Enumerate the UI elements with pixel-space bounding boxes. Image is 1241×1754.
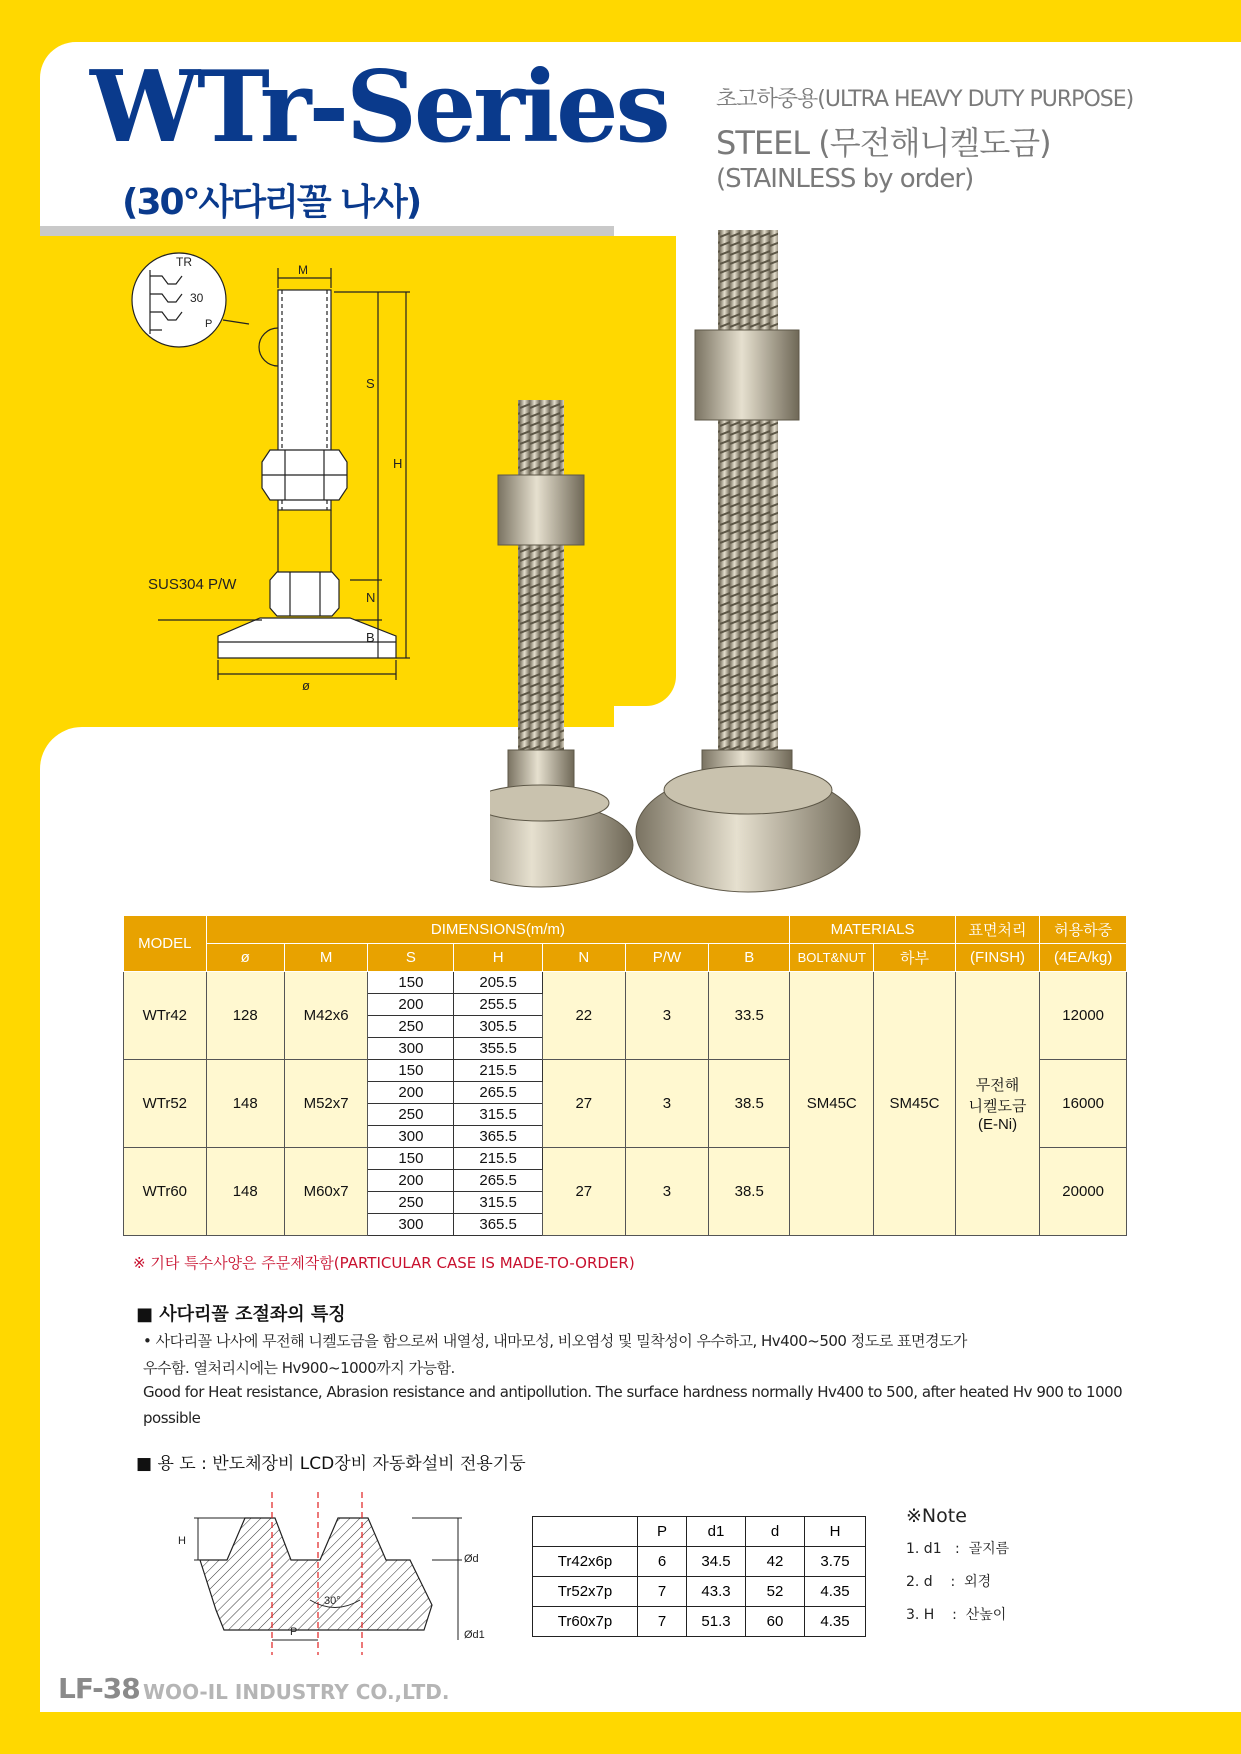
large-nut	[695, 330, 799, 420]
thread-col-p: P	[638, 1517, 687, 1547]
small-nut	[498, 475, 584, 545]
cell-b: 38.5	[709, 1060, 790, 1148]
cell-b: 33.5	[709, 972, 790, 1060]
cell-s: 200	[368, 1082, 454, 1104]
cell-b: 38.5	[709, 1148, 790, 1236]
col-materials: MATERIALS	[790, 916, 955, 944]
cell-s: 200	[368, 994, 454, 1016]
finish-line1: 무전해	[975, 1077, 1020, 1094]
thread-cell: Tr60x7p	[533, 1607, 638, 1637]
col-load: 허용하중	[1040, 916, 1127, 944]
cell-s: 250	[368, 1016, 454, 1038]
note-title: ※Note	[906, 1505, 967, 1527]
label-s: S	[366, 376, 375, 391]
thread-cell: 4.35	[805, 1607, 866, 1637]
usage-line: ■ 용 도 : 반도체장비 LCD장비 자동화설비 전용기둥	[136, 1454, 526, 1474]
cell-pw: 3	[625, 1060, 708, 1148]
cell-s: 300	[368, 1126, 454, 1148]
cell-load: 12000	[1040, 972, 1127, 1060]
features-heading: ■ 사다리꼴 조절좌의 특징	[136, 1304, 346, 1325]
label-pitch: P	[205, 318, 213, 330]
thread-col-h: H	[805, 1517, 866, 1547]
cell-pw: 3	[625, 1148, 708, 1236]
cell-dia: 148	[206, 1060, 284, 1148]
thread-cell: 3.75	[805, 1547, 866, 1577]
thread-cell: 52	[746, 1577, 805, 1607]
finish-line2: 니켈도금	[968, 1098, 1027, 1115]
col-finish-en: (FINSH)	[955, 944, 1040, 972]
thread-profile-diagram	[170, 1490, 490, 1670]
thread-cell: Tr42x6p	[533, 1547, 638, 1577]
col-model: MODEL	[124, 916, 207, 972]
cell-h: 365.5	[454, 1126, 542, 1148]
features-line3: Good for Heat resistance, Abrasion resistance and antipollution. The surface hardness normally Hv400 to 500, after heated Hv 900 to 1000	[143, 1383, 1123, 1401]
cell-h: 215.5	[454, 1148, 542, 1170]
cell-load: 20000	[1040, 1148, 1127, 1236]
col-b: B	[709, 944, 790, 972]
features-line4: possible	[143, 1409, 201, 1427]
dimensions-table	[123, 915, 1127, 1236]
cell-n: 22	[542, 972, 625, 1060]
thread-cell: 43.3	[687, 1577, 746, 1607]
cell-h: 205.5	[454, 972, 542, 994]
label-m: M	[298, 263, 308, 277]
thread-cell: 51.3	[687, 1607, 746, 1637]
cell-finish	[955, 972, 1040, 1236]
profile-label-p: P	[290, 1626, 298, 1638]
thread-col-spec	[533, 1517, 638, 1547]
cell-n: 27	[542, 1060, 625, 1148]
order-note: ※ 기타 특수사양은 주문제작함(PARTICULAR CASE IS MADE-TO-ORDER)	[133, 1254, 635, 1272]
cell-h: 315.5	[454, 1104, 542, 1126]
col-load-unit: (4EA/kg)	[1040, 944, 1127, 972]
thread-cell: 7	[638, 1607, 687, 1637]
company-name: WOO-IL INDUSTRY CO.,LTD.	[143, 1680, 450, 1704]
note-d: 2. d : 외경	[906, 1574, 992, 1590]
product-photo	[490, 220, 970, 910]
cell-s: 250	[368, 1192, 454, 1214]
col-dimensions: DIMENSIONS(m/m)	[206, 916, 790, 944]
note-h: 3. H : 산높이	[906, 1607, 1007, 1623]
thread-col-d: d	[746, 1517, 805, 1547]
label-n: N	[366, 590, 376, 605]
spec-option: (STAINLESS by order)	[716, 164, 974, 194]
thread-cell: 4.35	[805, 1577, 866, 1607]
cell-m: M42x6	[284, 972, 367, 1060]
page-code: LF-38	[58, 1672, 140, 1705]
cell-s: 300	[368, 1214, 454, 1236]
label-diameter: ø	[302, 678, 310, 690]
cell-m: M52x7	[284, 1060, 367, 1148]
col-dia: ø	[206, 944, 284, 972]
features-line2: 우수함. 열처리시에는 Hv900~1000까지 가능함.	[143, 1359, 455, 1377]
cell-pw: 3	[625, 972, 708, 1060]
cell-h: 255.5	[454, 994, 542, 1016]
profile-label-angle: 30°	[324, 1595, 341, 1607]
cell-h: 305.5	[454, 1016, 542, 1038]
cell-model: WTr60	[124, 1148, 207, 1236]
spec-material: STEEL (무전해니켈도금)	[716, 124, 1051, 162]
cell-dia: 128	[206, 972, 284, 1060]
spec-purpose: 초고하중용(ULTRA HEAVY DUTY PURPOSE)	[716, 87, 1134, 112]
col-h: H	[454, 944, 542, 972]
cell-bolt-material: SM45C	[790, 972, 874, 1236]
page-subtitle: (30°사다리꼴 나사)	[122, 182, 421, 223]
profile-label-od: Ød	[464, 1553, 479, 1565]
label-sus304: SUS304 P/W	[148, 576, 237, 593]
cell-h: 265.5	[454, 1082, 542, 1104]
col-bolt-nut: BOLT&NUT	[790, 944, 874, 972]
cell-h: 265.5	[454, 1170, 542, 1192]
profile-label-h: H	[178, 1535, 186, 1547]
label-angle: 30	[190, 291, 204, 305]
cell-s: 300	[368, 1038, 454, 1060]
features-line1: • 사다리꼴 나사에 무전해 니켈도금을 함으로써 내열성, 내마모성, 비오염성 및 밀착성이 우수하고, Hv400~500 정도로 표면경도가	[143, 1332, 967, 1350]
thread-cell: 42	[746, 1547, 805, 1577]
cell-base-material: SM45C	[874, 972, 956, 1236]
cell-s: 150	[368, 1148, 454, 1170]
cell-h: 215.5	[454, 1060, 542, 1082]
thread-table	[532, 1516, 866, 1637]
cell-s: 250	[368, 1104, 454, 1126]
label-tr: TR	[176, 255, 192, 269]
page-title: WTr-Series	[90, 50, 668, 165]
thread-cell: 7	[638, 1577, 687, 1607]
thread-col-d1: d1	[687, 1517, 746, 1547]
cell-h: 315.5	[454, 1192, 542, 1214]
finish-line3: (E-Ni)	[977, 1116, 1018, 1133]
col-pw: P/W	[625, 944, 708, 972]
table-row	[533, 1607, 866, 1637]
col-finish: 표면처리	[955, 916, 1040, 944]
cell-model: WTr52	[124, 1060, 207, 1148]
thread-cell: 34.5	[687, 1547, 746, 1577]
thread-cell: 6	[638, 1547, 687, 1577]
cell-m: M60x7	[284, 1148, 367, 1236]
note-d1: 1. d1 : 골지름	[906, 1541, 1010, 1557]
table-row	[124, 972, 1127, 994]
table-row	[533, 1577, 866, 1607]
col-base: 하부	[874, 944, 956, 972]
cell-s: 150	[368, 972, 454, 994]
thread-cell: 60	[746, 1607, 805, 1637]
cell-s: 200	[368, 1170, 454, 1192]
cell-h: 355.5	[454, 1038, 542, 1060]
cell-load: 16000	[1040, 1060, 1127, 1148]
col-m: M	[284, 944, 367, 972]
cell-dia: 148	[206, 1148, 284, 1236]
col-n: N	[542, 944, 625, 972]
leveling-foot-drawing	[110, 250, 470, 690]
profile-label-od1: Ød1	[464, 1629, 485, 1641]
cell-h: 365.5	[454, 1214, 542, 1236]
cell-n: 27	[542, 1148, 625, 1236]
cell-model: WTr42	[124, 972, 207, 1060]
col-s: S	[368, 944, 454, 972]
label-h: H	[393, 456, 403, 471]
thread-cell: Tr52x7p	[533, 1577, 638, 1607]
label-b: B	[366, 630, 375, 645]
cell-s: 150	[368, 1060, 454, 1082]
table-row	[533, 1547, 866, 1577]
